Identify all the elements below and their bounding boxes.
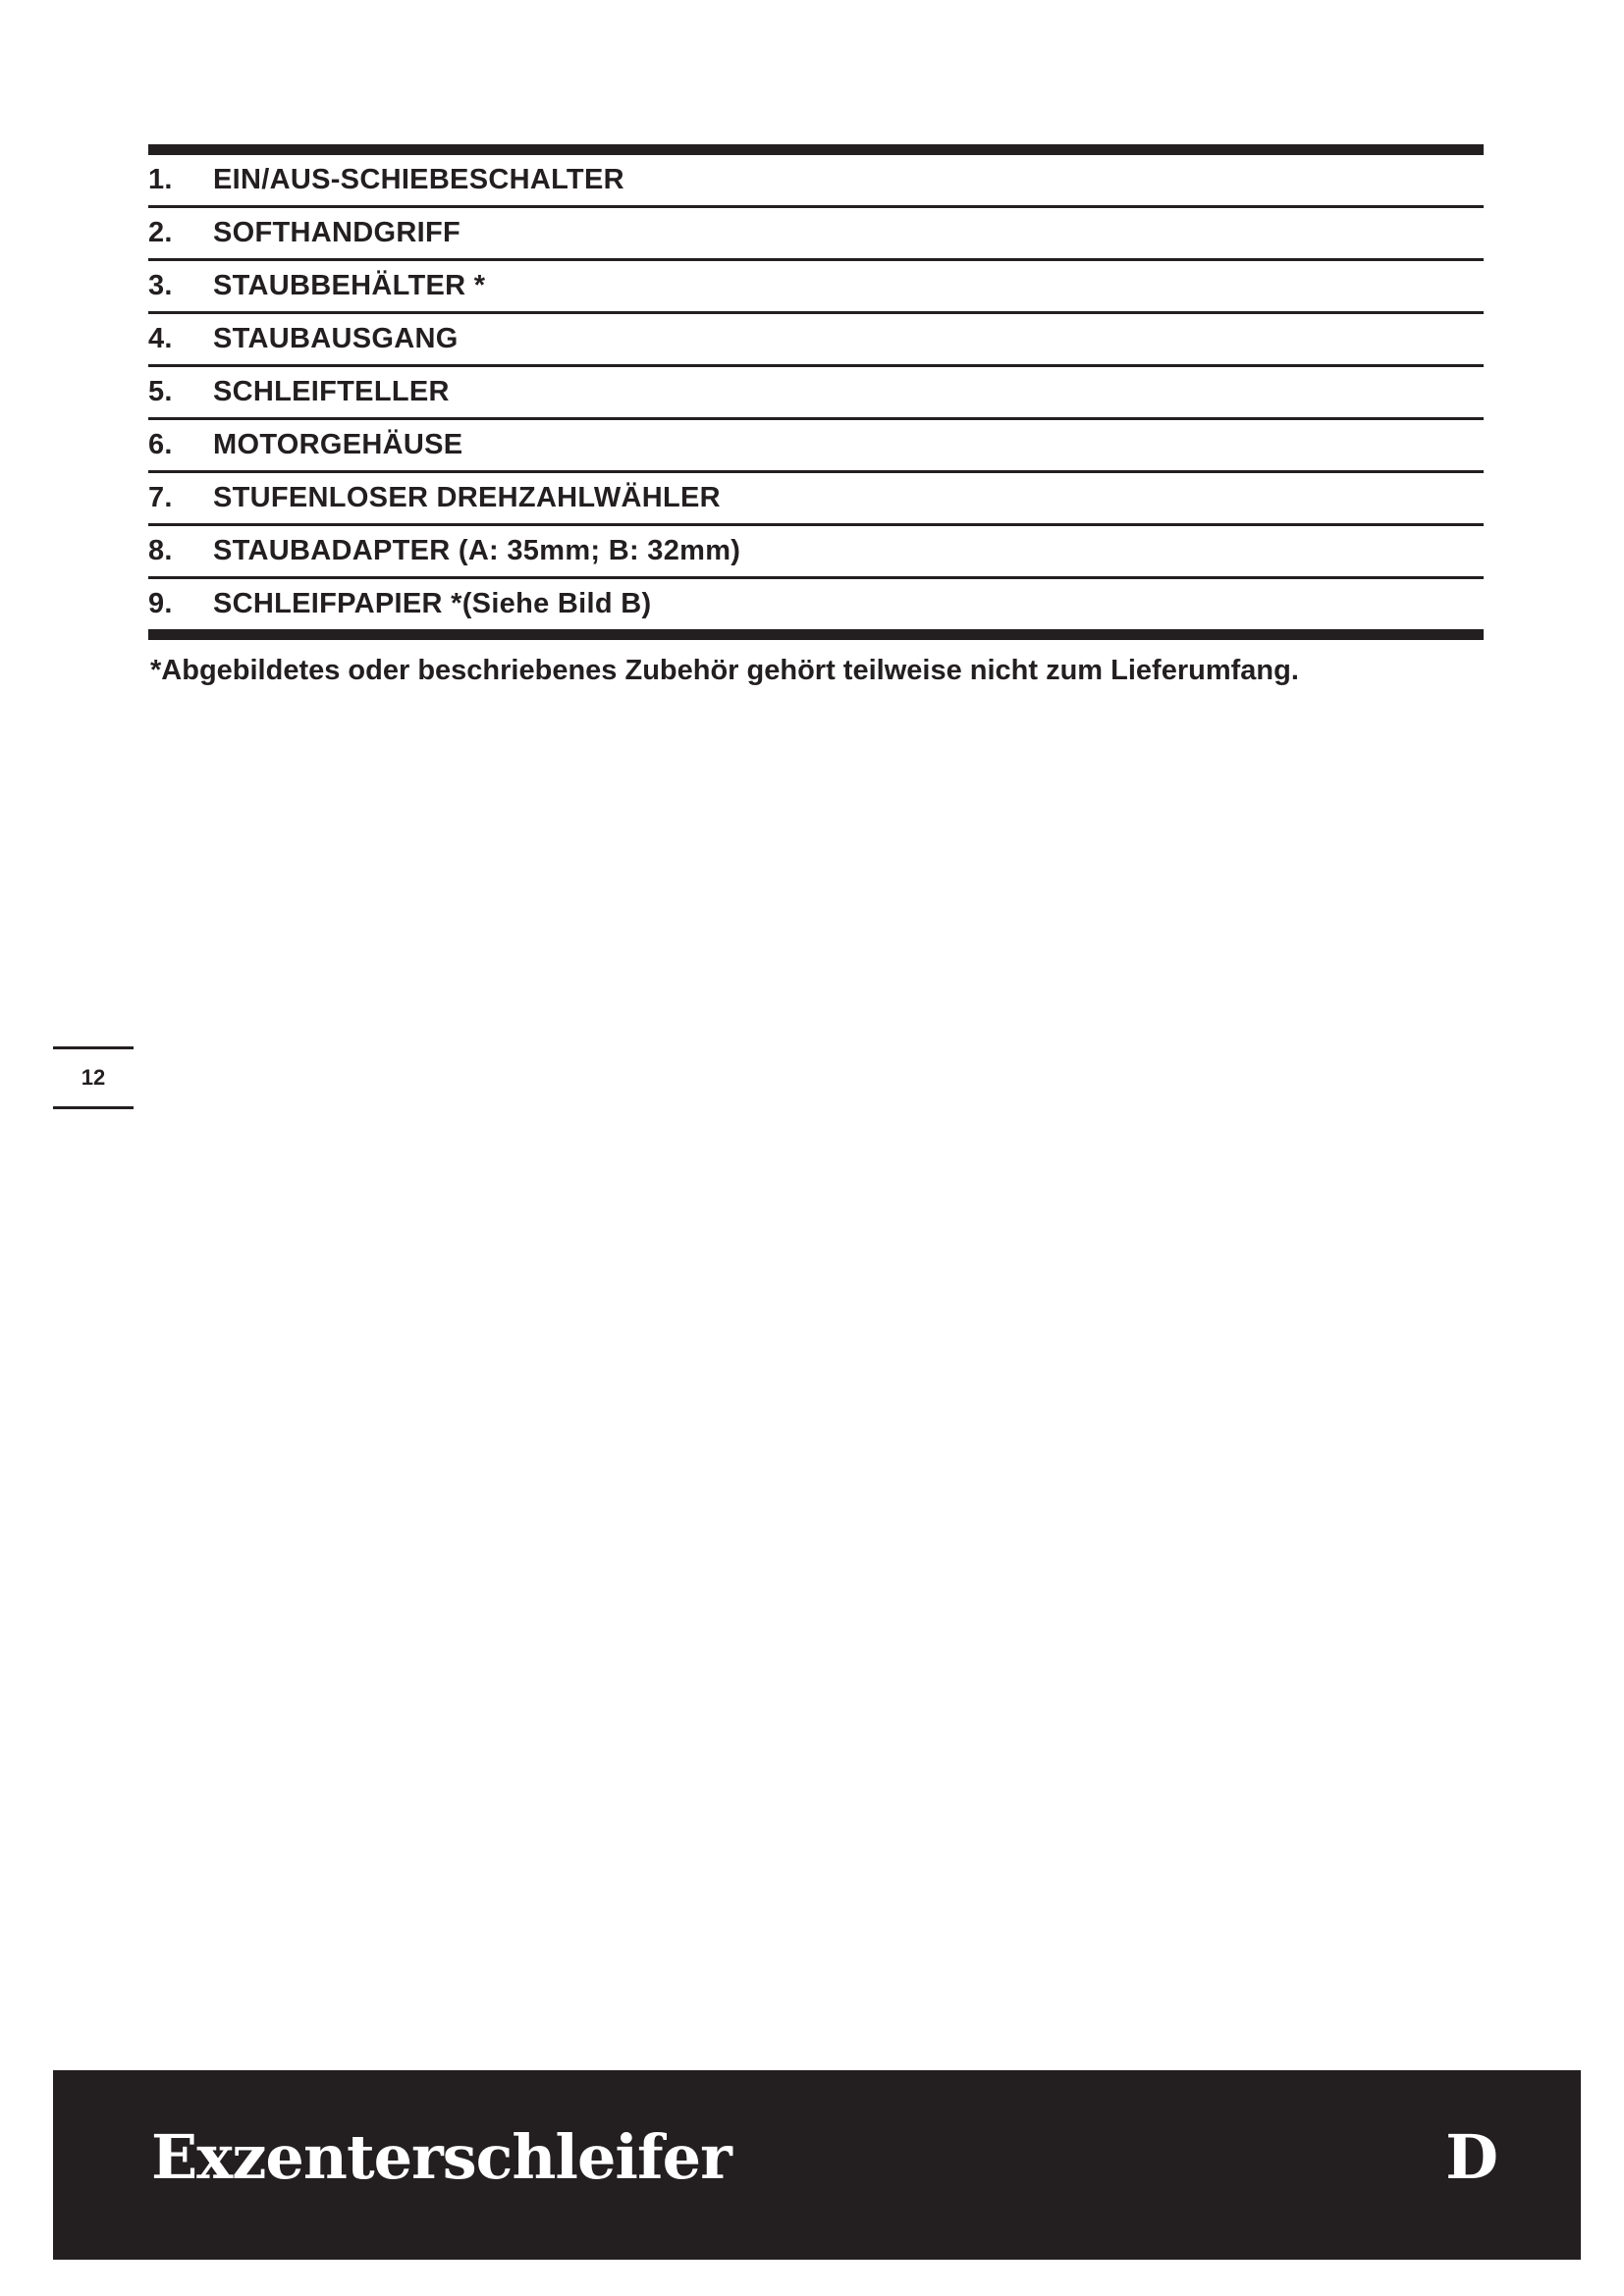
- list-item: [148, 526, 1484, 579]
- parts-list: [148, 144, 1484, 640]
- footer-bar: [53, 2070, 1581, 2260]
- item-label: EIN/AUS-SCHIEBESCHALTER: [213, 164, 624, 195]
- item-number: 9.: [148, 588, 173, 619]
- list-item: [148, 314, 1484, 367]
- footer-title: Exzenterschleifer: [151, 2121, 731, 2193]
- item-number: 3.: [148, 270, 173, 301]
- item-label: SCHLEIFTELLER: [213, 376, 450, 407]
- item-number: 1.: [148, 164, 173, 195]
- item-number: 5.: [148, 376, 173, 407]
- item-number: 6.: [148, 429, 173, 460]
- item-label: MOTORGEHÄUSE: [213, 429, 463, 460]
- language-code: D: [1445, 2121, 1498, 2193]
- item-label: STAUBADAPTER (A: 35mm; B: 32mm): [213, 535, 741, 566]
- item-number: 4.: [148, 323, 173, 354]
- item-label: SOFTHANDGRIFF: [213, 217, 460, 248]
- page-number: 12: [53, 1046, 134, 1109]
- list-item: [148, 367, 1484, 420]
- item-number: 2.: [148, 217, 173, 248]
- item-label: STAUBBEHÄLTER *: [213, 270, 486, 301]
- list-item: [148, 261, 1484, 314]
- item-label: STUFENLOSER DREHZAHLWÄHLER: [213, 482, 721, 513]
- item-label: SCHLEIFPAPIER *(Siehe Bild B): [213, 588, 652, 619]
- item-number: 8.: [148, 535, 173, 566]
- list-item: [148, 473, 1484, 526]
- list-item: [148, 420, 1484, 473]
- list-item: [148, 579, 1484, 629]
- item-number: 7.: [148, 482, 173, 513]
- accessory-footnote: *Abgebildetes oder beschriebenes Zubehör gehört teilweise nicht zum Lieferumfang.: [150, 655, 1299, 686]
- list-item: [148, 155, 1484, 208]
- item-label: STAUBAUSGANG: [213, 323, 459, 354]
- list-item: [148, 208, 1484, 261]
